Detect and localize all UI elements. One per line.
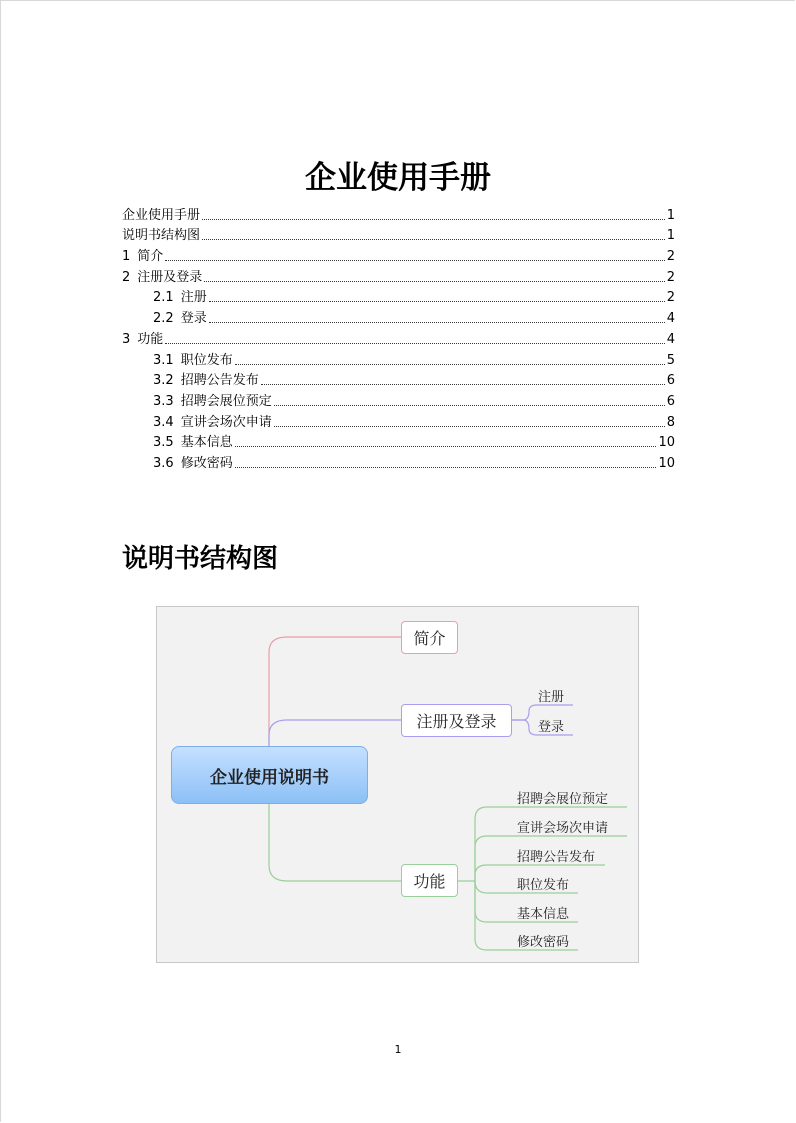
mindmap-leaf-register: 注册	[538, 690, 565, 705]
toc-entry-page: 10	[658, 455, 675, 471]
toc-entry-label: 修改密码	[180, 455, 233, 471]
toc-entry-number: 3.1	[153, 352, 174, 368]
toc-entry-number: 3.2	[153, 373, 174, 389]
toc-entry-label: 说明书结构图	[122, 228, 201, 244]
mindmap-leaf-booth: 招聘会展位预定	[517, 792, 609, 807]
mindmap-leaf-session: 宣讲会场次申请	[517, 821, 609, 836]
toc-dot-leader	[274, 426, 665, 427]
toc-entry-label: 简介	[137, 249, 164, 265]
toc-entry-label: 招聘公告发布	[180, 373, 259, 389]
toc-entry[interactable]	[122, 410, 675, 431]
toc-entry-number: 3.3	[153, 393, 174, 409]
toc-entry-page: 10	[658, 435, 675, 451]
mindmap-node-intro: 简介	[401, 621, 458, 654]
toc-entry-label: 招聘会展位预定	[180, 393, 272, 409]
toc-dot-leader	[261, 384, 665, 385]
toc-dot-leader	[209, 301, 665, 302]
connector-intro	[269, 637, 401, 746]
toc-entry[interactable]	[122, 327, 675, 348]
toc-entry-number: 2.1	[153, 290, 174, 306]
toc-entry-page: 8	[666, 414, 675, 430]
toc-entry-page: 1	[666, 228, 675, 244]
toc-entry-page: 5	[666, 352, 675, 368]
mindmap-node-register-login: 注册及登录	[401, 704, 512, 737]
toc-dot-leader	[274, 405, 665, 406]
toc-entry-number: 3	[122, 331, 131, 347]
mindmap-leaf-password: 修改密码	[517, 935, 570, 950]
toc-dot-leader	[235, 364, 665, 365]
toc-entry[interactable]	[122, 389, 675, 410]
toc-entry[interactable]	[122, 451, 675, 472]
toc-entry-label: 注册及登录	[137, 269, 203, 285]
mindmap-root: 企业使用说明书	[171, 746, 368, 804]
toc-entry-number: 1	[122, 249, 131, 265]
toc-entry-page: 4	[666, 331, 675, 347]
toc-entry-page: 4	[666, 311, 675, 327]
toc-entry[interactable]	[122, 306, 675, 327]
mindmap-leaf-notice: 招聘公告发布	[517, 850, 596, 865]
structure-mindmap	[156, 606, 639, 963]
toc-entry[interactable]	[122, 224, 675, 245]
table-of-contents	[122, 203, 675, 472]
section-heading: 说明书结构图	[122, 544, 279, 574]
toc-entry[interactable]	[122, 286, 675, 307]
toc-dot-leader	[202, 239, 665, 240]
connector-functions	[269, 804, 401, 881]
toc-entry-number: 3.6	[153, 455, 174, 471]
toc-entry-label: 登录	[180, 311, 207, 327]
mindmap-node-functions: 功能	[401, 864, 458, 897]
toc-entry[interactable]	[122, 244, 675, 265]
toc-entry[interactable]	[122, 265, 675, 286]
page-number: 1	[394, 1043, 402, 1056]
toc-entry-page: 2	[666, 249, 675, 265]
toc-entry[interactable]	[122, 431, 675, 452]
toc-entry[interactable]	[122, 348, 675, 369]
toc-entry-label: 企业使用手册	[122, 207, 201, 223]
toc-entry-label: 职位发布	[180, 352, 233, 368]
toc-dot-leader	[202, 219, 665, 220]
toc-entry-label: 基本信息	[180, 435, 233, 451]
toc-entry-label: 功能	[137, 331, 164, 347]
toc-dot-leader	[165, 343, 664, 344]
toc-entry[interactable]	[122, 369, 675, 390]
toc-dot-leader	[204, 281, 664, 282]
toc-entry-number: 3.4	[153, 414, 174, 430]
toc-entry-page: 6	[666, 393, 675, 409]
toc-entry[interactable]	[122, 203, 675, 224]
mindmap-leaf-job: 职位发布	[517, 878, 570, 893]
toc-entry-number: 3.5	[153, 435, 174, 451]
toc-dot-leader	[235, 467, 657, 468]
toc-dot-leader	[165, 260, 664, 261]
toc-entry-page: 6	[666, 373, 675, 389]
toc-entry-page: 2	[666, 269, 675, 285]
toc-dot-leader	[209, 322, 665, 323]
toc-entry-label: 注册	[180, 290, 207, 306]
toc-entry-label: 宣讲会场次申请	[180, 414, 272, 430]
mindmap-leaf-login: 登录	[538, 720, 565, 735]
toc-entry-number: 2.2	[153, 311, 174, 327]
toc-entry-page: 1	[666, 207, 675, 223]
mindmap-leaf-basic-info: 基本信息	[517, 907, 570, 922]
toc-dot-leader	[235, 446, 657, 447]
connector-register-login	[269, 720, 401, 746]
toc-entry-page: 2	[666, 290, 675, 306]
toc-entry-number: 2	[122, 269, 131, 285]
document-title: 企业使用手册	[305, 160, 491, 196]
